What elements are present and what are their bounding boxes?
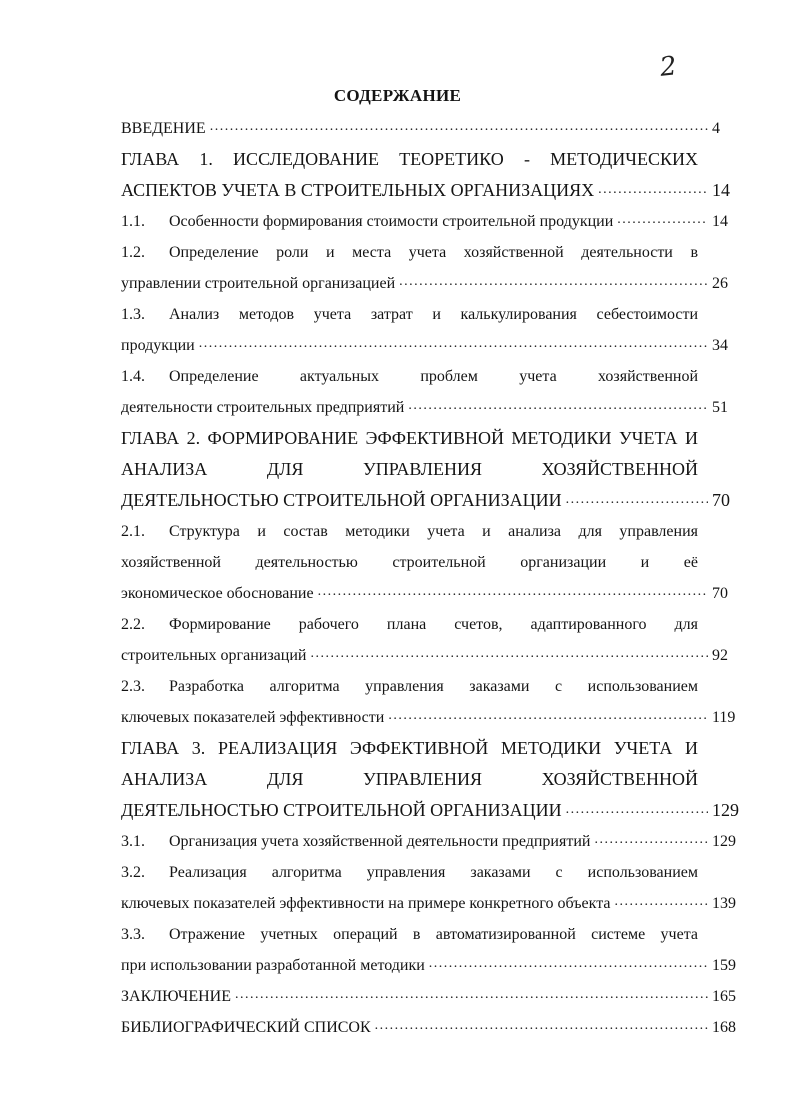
- toc-entry-3-2-line2: [121, 888, 740, 919]
- section-number: 2.1.: [121, 523, 145, 540]
- section-title: Формирование рабочего плана счетов, адаптированного для: [169, 616, 698, 633]
- toc-entry-1-2-line1: [121, 237, 698, 268]
- dot-leader: [199, 327, 708, 359]
- chapter-3-title-line3: [121, 795, 740, 826]
- toc-entry-3-1: [121, 826, 740, 857]
- dot-leader: [566, 482, 708, 515]
- section-title: Разработка алгоритма управления заказами с использованием: [169, 678, 698, 695]
- toc-entry-conclusion: [121, 981, 740, 1012]
- toc-entry-bibliography: [121, 1012, 740, 1043]
- toc-page-number: 26: [712, 275, 728, 292]
- dot-leader: [594, 823, 708, 855]
- toc-entry-1-1: [121, 206, 740, 237]
- toc-page-number: 168: [712, 1019, 736, 1036]
- dot-leader: [617, 203, 708, 235]
- section-title: Организация учета хозяйственной деятельности предприятий: [169, 833, 591, 850]
- dot-leader: [318, 575, 708, 607]
- chapter-3-title-line1: ГЛАВА 3. РЕАЛИЗАЦИЯ ЭФФЕКТИВНОЙ МЕТОДИКИ УЧЕТА И: [121, 738, 698, 758]
- handwritten-page-number: 2: [658, 51, 679, 83]
- toc-entry-intro: [121, 113, 740, 144]
- toc-entry-1-3-line1: [121, 299, 698, 330]
- toc-entry-label: ДЕЯТЕЛЬНОСТЬЮ СТРОИТЕЛЬНОЙ ОРГАНИЗАЦИИ: [121, 490, 562, 510]
- toc-entry-label: деятельности строительных предприятий: [121, 399, 405, 416]
- toc-page-number: 70: [712, 490, 730, 510]
- toc-page-number: 129: [712, 833, 736, 850]
- toc-page-number: 14: [712, 180, 730, 200]
- section-title: Особенности формирования стоимости строительной продукции: [169, 213, 614, 230]
- toc-page-number: 70: [712, 585, 728, 602]
- chapter-3-title-line2: АНАЛИЗА ДЛЯ УПРАВЛЕНИЯ ХОЗЯЙСТВЕННОЙ: [121, 769, 698, 789]
- chapter-2-title-line3: [121, 485, 740, 516]
- chapter-2-title-line1: ГЛАВА 2. ФОРМИРОВАНИЕ ЭФФЕКТИВНОЙ МЕТОДИКИ УЧЕТА И: [121, 428, 698, 448]
- dot-leader: [615, 885, 708, 917]
- section-title: Определение роли и места учета хозяйственной деятельности в: [169, 244, 698, 261]
- toc-entry-label: [121, 206, 613, 237]
- toc-entry-3-2-line1: [121, 857, 698, 888]
- toc-entry-2-1-line3: [121, 578, 740, 609]
- toc-entry-2-2-line1: [121, 609, 698, 640]
- toc-entry-label: ДЕЯТЕЛЬНОСТЬЮ СТРОИТЕЛЬНОЙ ОРГАНИЗАЦИИ: [121, 800, 562, 820]
- dot-leader: [210, 110, 708, 142]
- chapter-2-title-line2: АНАЛИЗА ДЛЯ УПРАВЛЕНИЯ ХОЗЯЙСТВЕННОЙ: [121, 459, 698, 479]
- toc-entry-2-3-line1: [121, 671, 698, 702]
- section-title: Реализация алгоритма управления заказами с использованием: [169, 864, 698, 881]
- dot-leader: [399, 265, 708, 297]
- toc-entry-3-3-line2: [121, 950, 740, 981]
- table-of-contents: [121, 113, 740, 1043]
- section-number: 2.2.: [121, 616, 145, 633]
- dot-leader: [566, 792, 708, 825]
- section-title: Структура и состав методики учета и анализа для управления: [169, 523, 698, 540]
- toc-entry-2-3-line2: [121, 702, 740, 733]
- toc-page-number: 165: [712, 988, 736, 1005]
- toc-entry-label: ЗАКЛЮЧЕНИЕ: [121, 988, 231, 1005]
- section-number: 1.2.: [121, 244, 145, 261]
- toc-entry-2-1-line1: [121, 516, 698, 547]
- toc-entry-1-4-line2: [121, 392, 740, 423]
- toc-entry-label: БИБЛИОГРАФИЧЕСКИЙ СПИСОК: [121, 1019, 371, 1036]
- dot-leader: [408, 389, 708, 421]
- toc-page-number: 129: [712, 800, 739, 820]
- toc-entry-1-4-line1: [121, 361, 698, 392]
- dot-leader: [598, 172, 708, 205]
- toc-entry-3-3-line1: [121, 919, 698, 950]
- section-number: 3.1.: [121, 833, 145, 850]
- toc-entry-1-3-line2: [121, 330, 740, 361]
- toc-entry-label: [121, 826, 590, 857]
- toc-page-number: 92: [712, 647, 728, 664]
- section-number: 3.2.: [121, 864, 145, 881]
- toc-page-number: 139: [712, 895, 736, 912]
- toc-page-number: 159: [712, 957, 736, 974]
- toc-entry-2-2-line2: [121, 640, 740, 671]
- toc-page-number: 4: [712, 120, 720, 137]
- section-title: Отражение учетных операций в автоматизированной системе учета: [169, 926, 698, 943]
- toc-entry-label: ВВЕДЕНИЕ: [121, 120, 206, 137]
- toc-entry-2-1-line2: хозяйственной деятельностью строительной организации и её: [121, 554, 698, 571]
- toc-entry-label: продукции: [121, 337, 195, 354]
- toc-page-number: 51: [712, 399, 728, 416]
- toc-entry-1-2-line2: [121, 268, 740, 299]
- page-title: СОДЕРЖАНИЕ: [333, 86, 462, 105]
- section-number: 1.3.: [121, 306, 145, 323]
- toc-entry-label: строительных организаций: [121, 647, 307, 664]
- section-title: Определение актуальных проблем учета хозяйственной: [169, 368, 698, 385]
- toc-page-number: 119: [712, 709, 736, 726]
- toc-entry-label: АСПЕКТОВ УЧЕТА В СТРОИТЕЛЬНЫХ ОРГАНИЗАЦИЯХ: [121, 180, 595, 200]
- dot-leader: [310, 637, 708, 669]
- toc-entry-label: управлении строительной организацией: [121, 275, 396, 292]
- dot-leader: [388, 699, 708, 731]
- toc-entry-label: экономическое обоснование: [121, 585, 314, 602]
- dot-leader: [375, 1009, 708, 1041]
- section-number: 1.1.: [121, 213, 145, 230]
- toc-entry-label: ключевых показателей эффективности: [121, 709, 385, 726]
- dot-leader: [429, 947, 708, 979]
- toc-entry-label: при использовании разработанной методики: [121, 957, 425, 974]
- section-number: 3.3.: [121, 926, 145, 943]
- dot-leader: [235, 978, 708, 1010]
- toc-page-number: 34: [712, 337, 728, 354]
- section-number: 1.4.: [121, 368, 145, 385]
- chapter-1-title-line1: ГЛАВА 1. ИССЛЕДОВАНИЕ ТЕОРЕТИКО - МЕТОДИЧЕСКИХ: [121, 149, 698, 169]
- chapter-1-title-line2: [121, 175, 740, 206]
- toc-page-number: 14: [712, 213, 728, 230]
- toc-entry-label: ключевых показателей эффективности на примере конкретного объекта: [121, 895, 611, 912]
- section-title: Анализ методов учета затрат и калькулирования себестоимости: [169, 306, 698, 323]
- section-number: 2.3.: [121, 678, 145, 695]
